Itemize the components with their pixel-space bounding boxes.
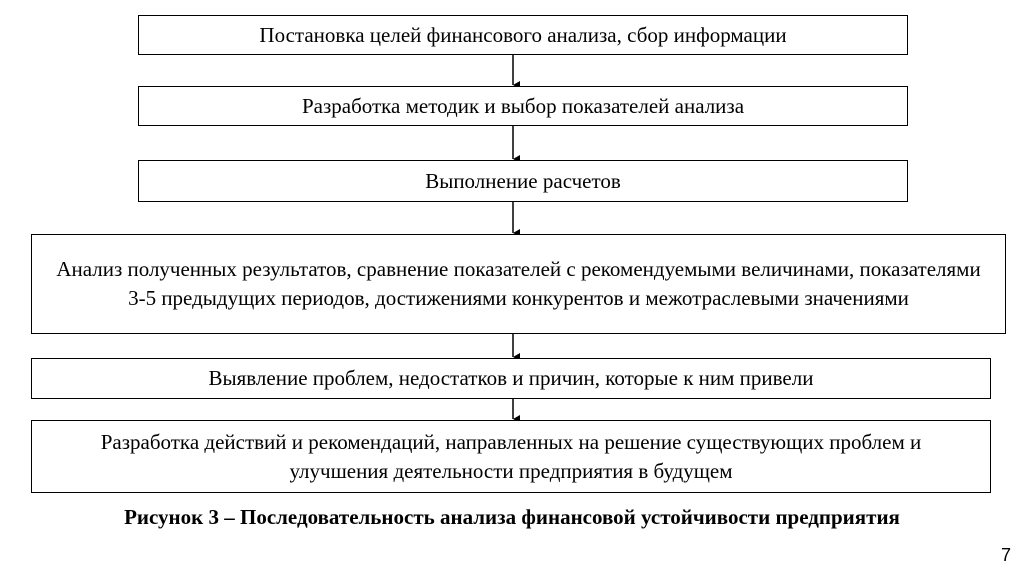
page-number: 7: [1000, 545, 1011, 565]
step-6-box: [31, 420, 991, 493]
step-4-text: Анализ полученных результатов, сравнение показателей с рекомендуемыми величинами, показателями 3-5 предыдущих периодов, достижениями конкурентов и межотраслевыми значениями: [56, 257, 981, 310]
step-5-box: [31, 358, 991, 399]
step-3-box: [138, 160, 908, 202]
step-1-text: Постановка целей финансового анализа, сбор информации: [259, 22, 787, 47]
step-1-box: [138, 15, 908, 55]
step-2-text: Разработка методик и выбор показателей анализа: [301, 93, 745, 118]
step-5-text: Выявление проблем, недостатков и причин, которые к ним привели: [208, 366, 814, 390]
step-2-box: [138, 86, 908, 126]
step-3-text: Выполнение расчетов: [425, 168, 621, 193]
figure-caption: Рисунок 3 – Последовательность анализа финансовой устойчивости предприятия: [124, 505, 900, 529]
step-6-text: Разработка действий и рекомендаций, направленных на решение существующих проблем и улучшения деятельности предприятия в будущем: [100, 429, 922, 483]
step-4-box: [31, 234, 1006, 334]
